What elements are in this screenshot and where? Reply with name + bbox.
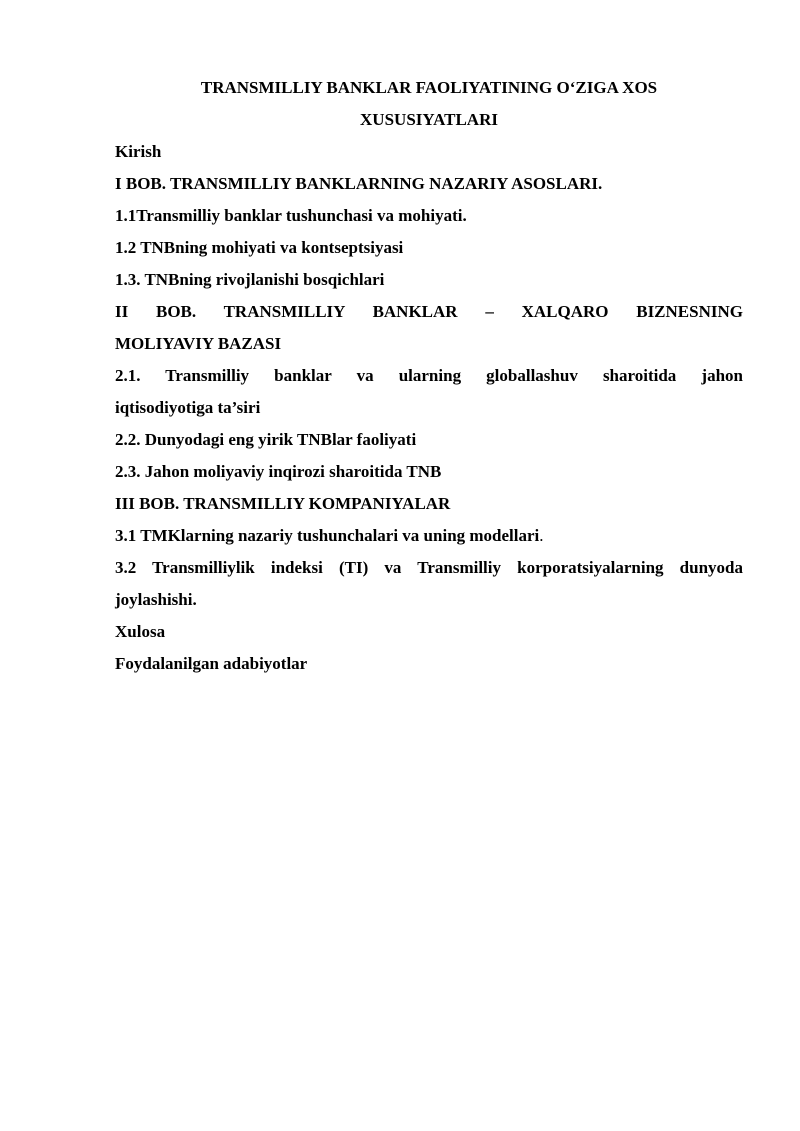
toc-chapter-2	[115, 296, 743, 360]
toc-references: Foydalanilgan adabiyotlar	[115, 654, 308, 673]
toc-intro: Kirish	[115, 142, 162, 161]
toc-conclusion: Xulosa	[115, 622, 166, 641]
toc-section-3-2-line-2: joylashishi.	[115, 590, 197, 609]
toc-section-2-2: 2.2. Dunyodagi eng yirik TNBlar faoliyati	[115, 430, 417, 449]
toc-chapter-2-line-2: MOLIYAVIY BAZASI	[115, 334, 282, 353]
toc-chapter-2-line-1: II BOB. TRANSMILLIY BANKLAR – XALQARO BIZNESNING	[115, 302, 743, 321]
toc-chapter-3: III BOB. TRANSMILLIY KOMPANIYALAR	[115, 494, 451, 513]
toc-section-3-1-text: 3.1 TMKlarning nazariy tushunchalari va uning modellari	[115, 526, 540, 545]
toc-section-2-1	[115, 360, 743, 424]
toc-section-3-1-suffix: .	[539, 526, 544, 545]
toc-section-3-2	[115, 552, 743, 616]
title-line-1: TRANSMILLIY BANKLAR FAOLIYATINING O‘ZIGA XOS	[200, 78, 658, 97]
toc-section-1-3: 1.3. TNBning rivojlanishi bosqichlari	[115, 270, 385, 289]
toc-section-2-3: 2.3. Jahon moliyaviy inqirozi sharoitida TNB	[115, 462, 442, 481]
toc-chapter-1: I BOB. TRANSMILLIY BANKLARNING NAZARIY ASOSLARI.	[115, 174, 603, 193]
document-page	[115, 72, 743, 680]
document-title	[115, 72, 743, 136]
toc-section-3-1	[115, 520, 743, 552]
toc-section-1-2: 1.2 TNBning mohiyati va kontseptsiyasi	[115, 238, 404, 257]
title-line-2: XUSUSIYATLARI	[360, 110, 498, 129]
toc-section-3-2-line-1: 3.2 Transmilliylik indeksi (TI) va Transmilliy korporatsiyalarning dunyoda	[115, 558, 743, 577]
toc-section-1-1: 1.1Transmilliy banklar tushunchasi va mohiyati.	[115, 206, 467, 225]
toc-section-2-1-line-1: 2.1. Transmilliy banklar va ularning globallashuv sharoitida jahon	[115, 366, 743, 385]
toc-section-2-1-line-2: iqtisodiyotiga ta’siri	[115, 398, 261, 417]
